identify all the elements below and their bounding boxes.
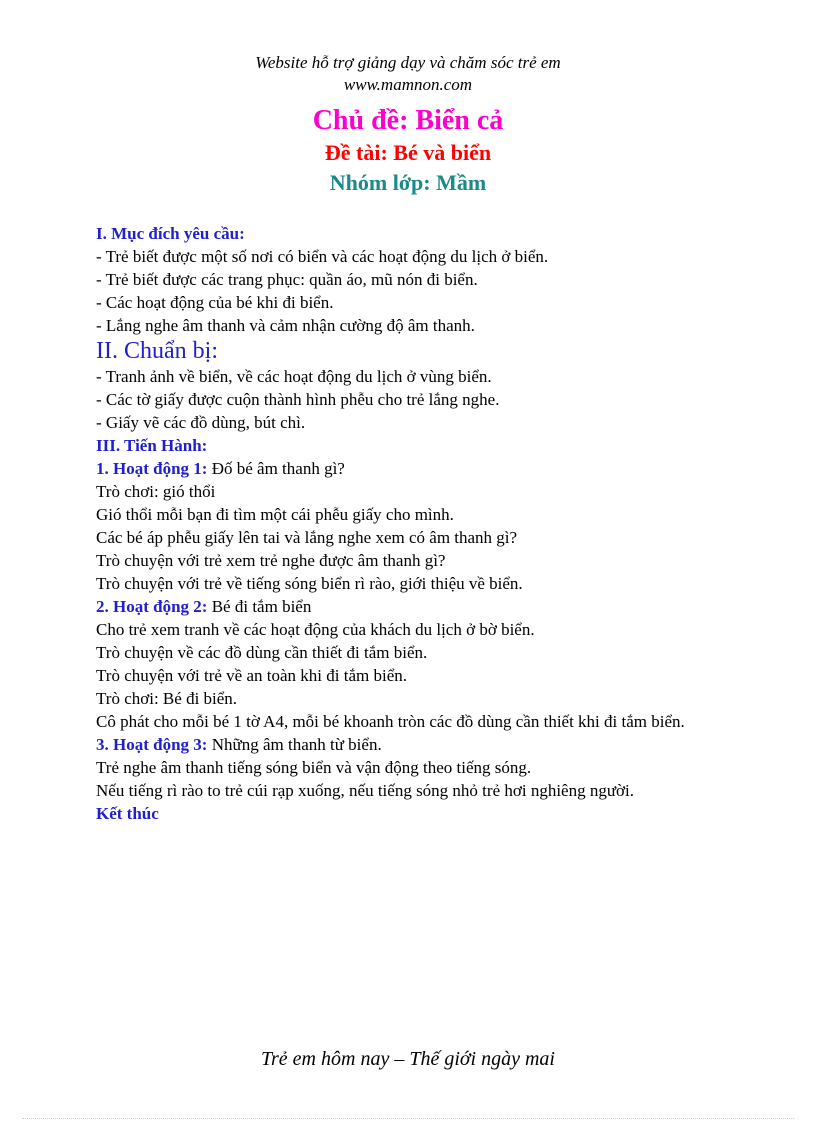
activity3-line: Trẻ nghe âm thanh tiếng sóng biển và vận động theo tiếng sóng. bbox=[96, 758, 532, 777]
activity2-title: Bé đi tắm biển bbox=[207, 597, 312, 616]
activity2-line: Trò chuyện với trẻ về an toàn khi đi tắm biển. bbox=[96, 666, 407, 685]
group-title: Nhóm lớp: Mầm bbox=[329, 170, 487, 195]
activity1-heading bbox=[96, 457, 716, 480]
header-website-text: Website hỗ trợ giảng dạy và chăm sóc trẻ em bbox=[255, 53, 561, 72]
section1-heading: I. Mục đích yêu cầu: bbox=[96, 224, 245, 243]
activity1-line: Trò chuyện với trẻ xem trẻ nghe được âm thanh gì? bbox=[96, 551, 446, 570]
activity3-heading bbox=[96, 733, 716, 756]
activity2-line: Trò chơi: Bé đi biển. bbox=[96, 689, 238, 708]
activity3-label: 3. Hoạt động 3: bbox=[96, 735, 208, 754]
activity1-line: Các bé áp phễu giấy lên tai và lắng nghe xem có âm thanh gì? bbox=[96, 528, 518, 547]
document-body bbox=[96, 222, 716, 825]
activity3-title: Những âm thanh từ biển. bbox=[207, 735, 382, 754]
title-block bbox=[0, 104, 816, 198]
subject-title: Đề tài: Bé và biển bbox=[324, 140, 492, 165]
activity1-line: Gió thổi mỗi bạn đi tìm một cái phễu giấy cho mình. bbox=[96, 505, 454, 524]
activity2-heading bbox=[96, 595, 716, 618]
section2-heading: II. Chuẩn bị: bbox=[96, 338, 218, 364]
activity1-label: 1. Hoạt động 1: bbox=[96, 459, 208, 478]
section2-item: - Các tờ giấy được cuộn thành hình phễu cho trẻ lắng nghe. bbox=[96, 390, 500, 409]
page-header bbox=[0, 52, 816, 96]
section2-item: - Tranh ảnh về biển, về các hoạt động du lịch ở vùng biển. bbox=[96, 367, 492, 386]
section2-item: - Giấy vẽ các đồ dùng, bút chì. bbox=[96, 413, 306, 432]
activity2-label: 2. Hoạt động 2: bbox=[96, 597, 208, 616]
page-footer: Trẻ em hôm nay – Thế giới ngày mai bbox=[261, 1048, 555, 1070]
ending-text: Kết thúc bbox=[96, 804, 159, 823]
section1-item: - Lắng nghe âm thanh và cảm nhận cường độ âm thanh. bbox=[96, 316, 475, 335]
header-url: www.mamnon.com bbox=[343, 75, 473, 94]
section1-item: - Các hoạt động của bé khi đi biển. bbox=[96, 293, 334, 312]
topic-title: Chủ đề: Biển cả bbox=[312, 105, 504, 136]
activity1-line: Trò chuyện với trẻ về tiếng sóng biển rì rào, giới thiệu về biển. bbox=[96, 574, 523, 593]
section1-item: - Trẻ biết được các trang phục: quần áo, mũ nón đi biển. bbox=[96, 270, 478, 289]
page-bottom-divider bbox=[22, 1118, 794, 1119]
activity1-title: Đố bé âm thanh gì? bbox=[207, 459, 345, 478]
section1-item: - Trẻ biết được một số nơi có biển và các hoạt động du lịch ở biển. bbox=[96, 247, 549, 266]
section3-heading: III. Tiến Hành: bbox=[96, 436, 208, 455]
activity3-line: Nếu tiếng rì rào to trẻ cúi rạp xuống, nếu tiếng sóng nhỏ trẻ hơi nghiêng người. bbox=[96, 781, 635, 800]
activity2-line: Trò chuyện về các đồ dùng cần thiết đi tắm biển. bbox=[96, 643, 428, 662]
activity2-line: Cho trẻ xem tranh về các hoạt động của khách du lịch ở bờ biển. bbox=[96, 620, 535, 639]
activity2-line: Cô phát cho mỗi bé 1 tờ A4, mỗi bé khoanh tròn các đồ dùng cần thiết khi đi tắm biển. bbox=[96, 712, 685, 731]
activity1-line: Trò chơi: gió thổi bbox=[96, 482, 216, 501]
